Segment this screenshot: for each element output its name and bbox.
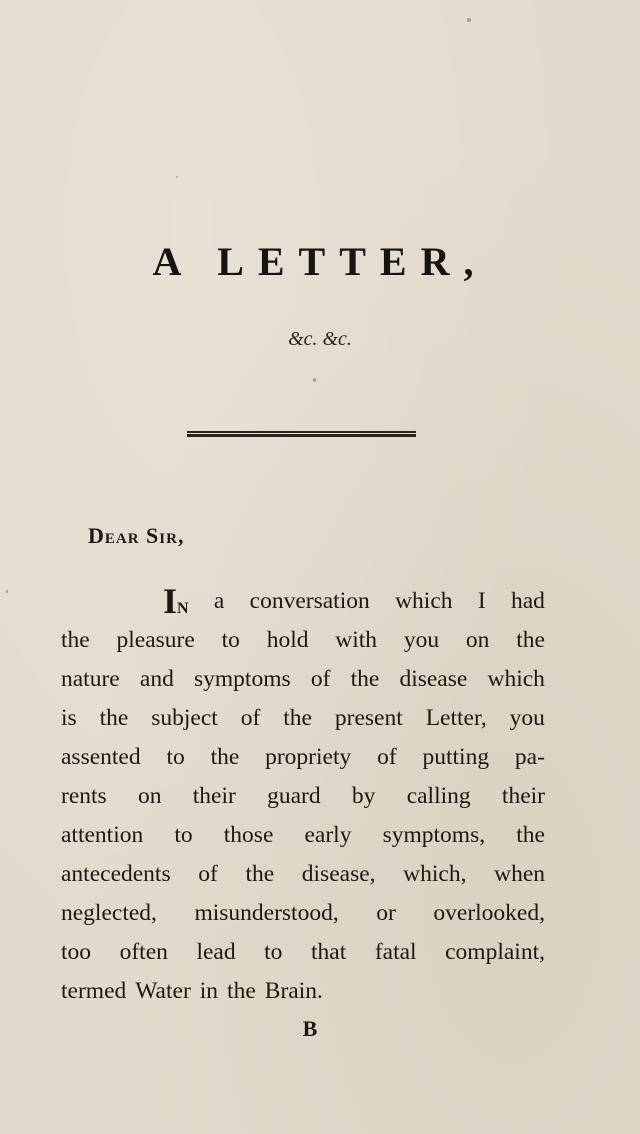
text-line [61,894,545,933]
word: calling [406,783,471,809]
letter-body [61,582,545,1011]
word: putting [422,744,490,770]
drop-cap [163,582,189,621]
word: rents [61,783,107,809]
rule-line-thin [187,431,416,433]
word: early [304,822,352,848]
word: of [377,744,397,770]
word: nature [61,666,120,692]
word: hold [266,627,309,653]
word: antecedents [61,861,171,887]
word: of [240,705,261,731]
word: Brain. [264,978,323,1004]
word: by [351,783,376,809]
word: symptoms [194,666,291,692]
word: the [516,627,545,653]
word: that [311,939,347,965]
word: is [61,705,77,731]
letter-title: A LETTER, [152,239,488,284]
paper-speck [467,18,471,22]
paper-speck [313,378,316,382]
word: you [509,705,545,731]
text-line [61,933,545,972]
word: of [198,861,218,887]
word: you [403,627,440,653]
word: disease [399,666,468,692]
word: to [166,744,185,770]
word: when [494,861,545,887]
word: subject [151,705,218,731]
decorative-rule [187,431,416,437]
word: their [192,783,236,809]
word: propriety [265,744,352,770]
text-line [61,660,545,699]
word: had [511,588,545,614]
text-line [61,699,545,738]
word: conversation [249,588,370,614]
word: too [61,939,92,965]
word: their [501,783,545,809]
word: of [310,666,331,692]
paper-speck [176,176,178,178]
word: pa- [514,744,545,770]
word: and [139,666,174,692]
word: or [376,900,396,926]
word: the [245,861,275,887]
word: often [119,939,168,965]
word: present [334,705,403,731]
word: Letter, [425,705,487,731]
word: the [227,978,256,1004]
word: which, [403,861,467,887]
paper-speck [6,590,8,593]
word: pleasure [116,627,195,653]
rule-line-thick [187,434,416,437]
word: with [335,627,378,653]
word: the [99,705,129,731]
word: overlooked, [433,900,545,926]
word: lead [196,939,236,965]
word: attention [61,822,144,848]
word: the [350,666,380,692]
word: Water [135,978,191,1004]
word: I [477,588,486,614]
word: those [223,822,274,848]
word: a [213,588,225,614]
word: the [61,627,90,653]
text-line [61,777,545,816]
text-line [61,621,545,660]
text-line [61,855,545,894]
word: which [395,588,453,614]
word: disease, [301,861,376,887]
word: on [137,783,162,809]
text-line [61,582,545,621]
word: neglected, [61,900,157,926]
salutation: Dear Sir, [88,523,185,548]
text-line [61,738,545,777]
word: to [174,822,193,848]
word: misunderstood, [194,900,339,926]
word: symptoms, [382,822,486,848]
etc-subtitle: &c. &c. [288,328,352,350]
word: termed [61,978,127,1004]
word: in [199,978,219,1004]
word: to [264,939,283,965]
drop-cap-rest: n [177,593,189,619]
word: to [221,627,240,653]
word: guard [267,783,321,809]
word: the [516,822,545,848]
word: complaint, [445,939,545,965]
text-line [61,816,545,855]
word: assented [61,744,141,770]
word: the [210,744,240,770]
text-line [61,972,545,1011]
word: fatal [374,939,417,965]
drop-cap-letter: I [163,581,178,621]
word: on [465,627,490,653]
word: which [487,666,545,692]
word: the [283,705,312,731]
signature-mark: B [302,1016,318,1041]
